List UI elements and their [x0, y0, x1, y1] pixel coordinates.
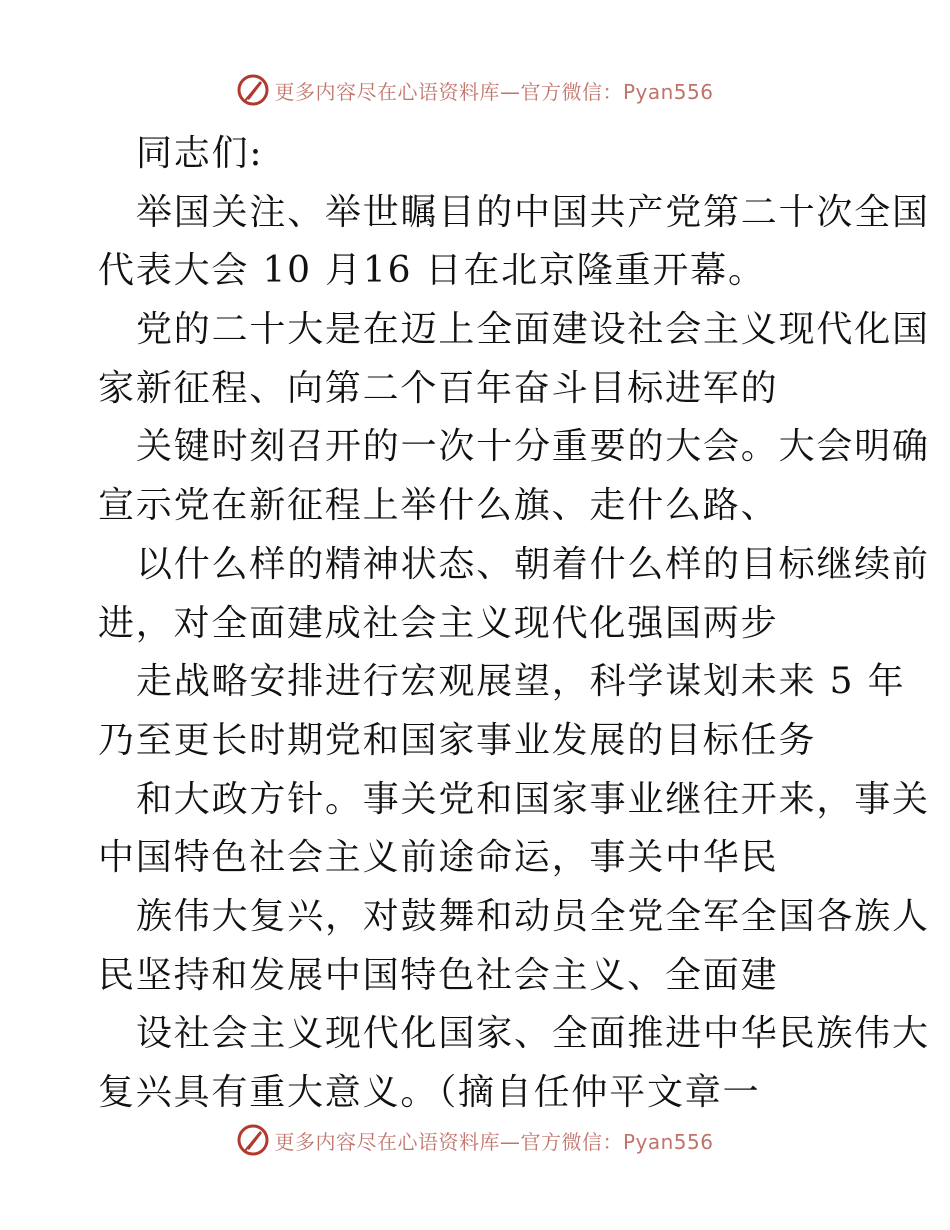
text-line: 以什么样的精神状态、朝着什么样的目标继续前	[136, 543, 930, 585]
text-line: 家新征程、向第二个百年奋斗目标进军的	[98, 367, 779, 409]
text-line: 进，对全面建成社会主义现代化强国两步	[98, 602, 779, 644]
text-line: 关键时刻召开的一次十分重要的大会。大会明确	[136, 426, 930, 468]
header-banner	[0, 70, 950, 110]
text-line: 中国特色社会主义前途命运，事关中华民	[98, 837, 779, 879]
footer-banner	[0, 1120, 950, 1160]
text-line: 民坚持和发展中国特色社会主义、全面建	[98, 954, 779, 996]
quill-logo-icon	[236, 73, 270, 107]
text-line: 复兴具有重大意义。（摘自任仲平文章一	[98, 1072, 761, 1113]
text-line: 党的二十大是在迈上全面建设社会主义现代化国	[136, 309, 930, 351]
text-line: 走战略安排进行宏观展望，科学谋划未来 5 年	[136, 661, 906, 703]
text-line: 族伟大复兴，对鼓舞和动员全党全军全国各族人	[136, 895, 930, 937]
quill-logo-icon	[236, 1123, 270, 1157]
document-body	[98, 125, 930, 1123]
text-line: 乃至更长时期党和国家事业发展的目标任务	[98, 719, 817, 761]
header-banner-text: 更多内容尽在心语资料库—官方微信：Pyan556	[274, 79, 714, 104]
text-line: 同志们:	[136, 133, 264, 174]
text-line: 代表大会 10 月16 日在北京隆重开幕。	[98, 250, 766, 292]
text-line: 设社会主义现代化国家、全面推进中华民族伟大	[136, 1013, 930, 1055]
text-line: 宣示党在新征程上举什么旗、走什么路、	[98, 485, 779, 527]
footer-banner-text: 更多内容尽在心语资料库—官方微信：Pyan556	[274, 1129, 714, 1154]
text-line: 和大政方针。事关党和国家事业继往开来，事关	[136, 778, 930, 820]
text-line: 举国关注、举世瞩目的中国共产党第二十次全国	[136, 191, 930, 233]
